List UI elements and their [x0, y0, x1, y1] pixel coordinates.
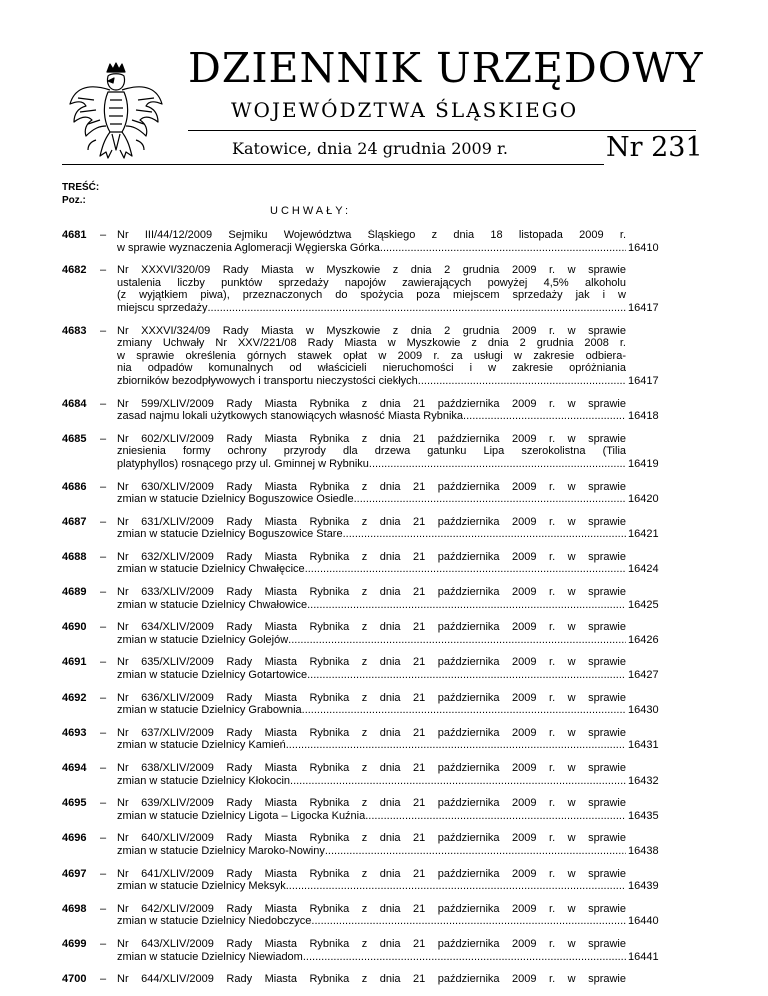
entry-line: zasad najmu lokali użytkowych stanowiących własność Miasta Rybnika	[117, 410, 464, 423]
entry-page-number: 16435	[628, 809, 659, 822]
dot-leader	[307, 599, 626, 612]
entry-line: zmian w statucie Dzielnicy Kamień	[117, 739, 286, 752]
entry-line-with-leader	[117, 739, 626, 752]
entry-page-number: 16420	[628, 493, 659, 506]
entry-page-number: 16438	[628, 844, 659, 857]
entry-page-number: 16410	[628, 241, 659, 254]
entry-text	[117, 868, 626, 893]
toc-entry	[62, 398, 708, 423]
dot-leader	[463, 410, 626, 423]
dot-leader	[354, 493, 626, 506]
entry-line: zmian w statucie Dzielnicy Niedobczyce	[117, 915, 312, 928]
entry-line: zniesienia formy ochrony przyrody dla drzewa gatunku Lipa szerokolistna (Tilia	[117, 445, 626, 458]
toc-entry	[62, 692, 708, 717]
entry-position-number: 4691	[62, 656, 87, 669]
journal-title: DZIENNIK URZĘDOWY	[188, 44, 704, 92]
entry-line-with-leader	[117, 880, 626, 893]
toc-entry	[62, 586, 708, 611]
entry-line-with-leader	[117, 528, 626, 541]
entry-line: zmian w statucie Dzielnicy Maroko-Nowiny	[117, 844, 325, 857]
entry-dash: –	[100, 832, 107, 845]
entry-page-number: 16440	[628, 915, 659, 928]
toc-entry	[62, 727, 708, 752]
entry-position-number: 4686	[62, 480, 87, 493]
entry-line-with-leader	[117, 242, 626, 255]
entry-line: miejscu sprzedaży	[117, 301, 208, 314]
entry-position-number: 4689	[62, 586, 87, 599]
entry-line-with-leader	[117, 704, 626, 717]
entry-line: Nr 632/XLIV/2009 Rady Miasta Rybnika z dnia 21 października 2009 r. w sprawie	[117, 550, 626, 563]
entry-line: Nr 636/XLIV/2009 Rady Miasta Rybnika z dnia 21 października 2009 r. w sprawie	[117, 691, 626, 704]
entry-line: zmian w statucie Dzielnicy Kłokocin	[117, 774, 291, 787]
entry-position-number: 4693	[62, 726, 87, 739]
entry-line: ustalenia liczby punktów sprzedaży napojów zawierających powyżej 4,5% alkoholu	[117, 276, 626, 289]
entry-text	[117, 264, 626, 314]
entry-text	[117, 938, 626, 963]
entry-page-number: 16430	[628, 704, 659, 717]
toc-entry	[62, 938, 708, 963]
entry-page-number: 16421	[628, 528, 659, 541]
entry-dash: –	[100, 691, 107, 704]
entry-page-number: 16419	[628, 457, 659, 470]
entry-line: zmian w statucie Dzielnicy Meksyk	[117, 880, 286, 893]
entry-text	[117, 727, 626, 752]
entry-line: Nr XXXVI/320/09 Rady Miasta w Myszkowie z dnia 2 grudnia 2009 r. w sprawie	[117, 264, 626, 277]
entry-position-number: 4696	[62, 832, 87, 845]
dot-leader	[325, 845, 626, 858]
entry-text	[117, 586, 626, 611]
entry-line: platyphyllos) rosnącego przy ul. Gminnej w Rybniku	[117, 457, 369, 470]
entry-line: Nr 634/XLIV/2009 Rady Miasta Rybnika z dnia 21 października 2009 r. w sprawie	[117, 621, 626, 634]
section-heading: UCHWAŁY:	[270, 205, 352, 217]
entry-page-number: 16417	[628, 301, 659, 314]
toc-label-contents: TREŚĆ:	[62, 182, 100, 193]
toc-entry	[62, 621, 708, 646]
toc-entry	[62, 832, 708, 857]
entry-line: zmian w statucie Dzielnicy Niewiadom	[117, 950, 303, 963]
entry-text	[117, 433, 626, 471]
toc-entry	[62, 868, 708, 893]
dot-leader	[288, 634, 626, 647]
entry-text	[117, 398, 626, 423]
entry-position-number: 4699	[62, 937, 87, 950]
entry-text	[117, 762, 626, 787]
entry-page-number: 16426	[628, 633, 659, 646]
entry-line: w sprawie określenia górnych stawek opłat w 2009 r. za usługi w zakresie odbiera-	[117, 349, 626, 362]
entry-line: nia odpadów komunalnych od właścicieli nieruchomości i w zakresie opróżniania	[117, 362, 626, 375]
entry-dash: –	[100, 797, 107, 810]
entry-text	[117, 973, 626, 986]
entry-line-with-leader	[117, 669, 626, 682]
toc-entry	[62, 973, 708, 986]
entry-text	[117, 692, 626, 717]
toc-entry	[62, 229, 708, 254]
issue-dateline: Katowice, dnia 24 grudnia 2009 r.	[232, 139, 508, 158]
dot-leader	[343, 528, 626, 541]
entry-line: Nr 599/XLIV/2009 Rady Miasta Rybnika z dnia 21 października 2009 r. w sprawie	[117, 397, 626, 410]
entry-line: Nr 638/XLIV/2009 Rady Miasta Rybnika z dnia 21 października 2009 r. w sprawie	[117, 762, 626, 774]
entry-dash: –	[100, 867, 107, 880]
toc-entry	[62, 325, 708, 388]
entry-text	[117, 903, 626, 928]
entry-line: zmian w statucie Dzielnicy Ligota – Ligocka Kuźnia	[117, 809, 366, 822]
entry-line: Nr XXXVI/324/09 Rady Miasta w Myszkowie z dnia 2 grudnia 2009 r. w sprawie	[117, 324, 626, 337]
entry-dash: –	[100, 480, 107, 493]
entry-line: Nr 640/XLIV/2009 Rady Miasta Rybnika z dnia 21 października 2009 r. w sprawie	[117, 832, 626, 845]
entry-dash: –	[100, 973, 107, 986]
entry-text	[117, 325, 626, 388]
entry-line-with-leader	[117, 493, 626, 506]
header-divider	[188, 130, 696, 131]
entry-position-number: 4688	[62, 550, 87, 563]
dot-leader	[311, 915, 626, 928]
entry-dash: –	[100, 432, 107, 445]
entry-line-with-leader	[117, 302, 626, 315]
entry-text	[117, 481, 626, 506]
entry-line-with-leader	[117, 951, 626, 964]
entry-line-with-leader	[117, 410, 626, 423]
entry-page-number: 16418	[628, 410, 659, 423]
entry-line-with-leader	[117, 563, 626, 576]
entry-line-with-leader	[117, 634, 626, 647]
entry-page-number: 16431	[628, 739, 659, 752]
entry-position-number: 4683	[62, 324, 87, 337]
entry-dash: –	[100, 726, 107, 739]
entry-dash: –	[100, 264, 107, 277]
entry-text	[117, 621, 626, 646]
entry-line-with-leader	[117, 775, 626, 788]
entry-line-with-leader	[117, 845, 626, 858]
entry-page-number: 16439	[628, 880, 659, 893]
entry-line: Nr 644/XLIV/2009 Rady Miasta Rybnika z dnia 21 października 2009 r. w sprawie	[117, 973, 626, 986]
entry-dash: –	[100, 397, 107, 410]
entry-position-number: 4685	[62, 432, 87, 445]
entry-line: Nr 641/XLIV/2009 Rady Miasta Rybnika z dnia 21 października 2009 r. w sprawie	[117, 867, 626, 880]
entry-line-with-leader	[117, 599, 626, 612]
entry-line: (z wyjątkiem piwa), przeznaczonych do spożycia poza miejscem sprzedaży jak i w	[117, 289, 626, 302]
toc-entry	[62, 762, 708, 787]
entry-text	[117, 656, 626, 681]
entry-line: zmian w statucie Dzielnicy Gotartowice	[117, 669, 308, 682]
toc-entry	[62, 797, 708, 822]
dot-leader	[365, 810, 626, 823]
dot-leader	[305, 563, 626, 576]
toc-entry	[62, 551, 708, 576]
dot-leader	[302, 704, 626, 717]
entry-position-number: 4687	[62, 515, 87, 528]
entry-line-with-leader	[117, 375, 626, 388]
entry-dash: –	[100, 656, 107, 669]
entry-line: zmian w statucie Dzielnicy Boguszowice Stare	[117, 528, 343, 541]
entry-position-number: 4690	[62, 621, 87, 634]
entry-line: Nr 637/XLIV/2009 Rady Miasta Rybnika z dnia 21 października 2009 r. w sprawie	[117, 726, 626, 739]
entry-text	[117, 551, 626, 576]
entry-dash: –	[100, 550, 107, 563]
dateline-divider	[62, 164, 604, 165]
entry-line: Nr 631/XLIV/2009 Rady Miasta Rybnika z dnia 21 października 2009 r. w sprawie	[117, 515, 626, 528]
dot-leader	[290, 775, 626, 788]
entry-text	[117, 229, 626, 254]
dot-leader	[286, 739, 626, 752]
entry-text	[117, 832, 626, 857]
entry-page-number: 16417	[628, 374, 659, 387]
toc-entry	[62, 481, 708, 506]
entry-position-number: 4700	[62, 973, 87, 986]
toc-entry	[62, 516, 708, 541]
entry-line: Nr III/44/12/2009 Sejmiku Województwa Śląskiego z dnia 18 listopada 2009 r.	[117, 229, 626, 241]
entry-line-with-leader	[117, 915, 626, 928]
entry-line: Nr 630/XLIV/2009 Rady Miasta Rybnika z dnia 21 października 2009 r. w sprawie	[117, 480, 626, 493]
entry-dash: –	[100, 324, 107, 337]
toc-entry	[62, 264, 708, 314]
entry-position-number: 4684	[62, 397, 87, 410]
entry-line-with-leader	[117, 810, 626, 823]
entry-position-number: 4697	[62, 867, 87, 880]
entry-position-number: 4694	[62, 762, 87, 774]
entry-line: w sprawie wyznaczenia Aglomeracji Węgierska Górka	[117, 241, 380, 254]
entry-dash: –	[100, 515, 107, 528]
entry-line: Nr 643/XLIV/2009 Rady Miasta Rybnika z dnia 21 października 2009 r. w sprawie	[117, 937, 626, 950]
toc-label-position: Poz.:	[62, 195, 86, 206]
entry-position-number: 4698	[62, 902, 87, 915]
entry-position-number: 4695	[62, 797, 87, 810]
issue-number: Nr 231	[606, 132, 703, 163]
dot-leader	[369, 458, 626, 471]
entry-page-number: 16427	[628, 669, 659, 682]
dot-leader	[380, 242, 626, 255]
entry-page-number: 16425	[628, 598, 659, 611]
entry-dash: –	[100, 621, 107, 634]
toc-label	[62, 181, 99, 207]
entry-text	[117, 797, 626, 822]
entry-page-number: 16441	[628, 950, 659, 963]
entry-page-number: 16432	[628, 774, 659, 787]
entry-line: zbiorników bezodpływowych i transportu nieczystości ciekłych	[117, 374, 418, 387]
dot-leader	[307, 669, 626, 682]
toc-entry	[62, 656, 708, 681]
entry-line: Nr 639/XLIV/2009 Rady Miasta Rybnika z dnia 21 października 2009 r. w sprawie	[117, 797, 626, 810]
entry-page-number: 16424	[628, 563, 659, 576]
entry-line: zmian w statucie Dzielnicy Grabownia	[117, 704, 302, 717]
toc-entries	[62, 229, 708, 996]
entry-dash: –	[100, 762, 107, 774]
entry-position-number: 4681	[62, 229, 87, 241]
entry-line: Nr 633/XLIV/2009 Rady Miasta Rybnika z dnia 21 października 2009 r. w sprawie	[117, 586, 626, 599]
entry-line: zmian w statucie Dzielnicy Chwałowice	[117, 598, 308, 611]
dot-leader	[303, 951, 626, 964]
dot-leader	[286, 880, 626, 893]
entry-line: zmian w statucie Dzielnicy Chwałęcice	[117, 563, 305, 576]
dot-leader	[418, 375, 626, 388]
entry-line-with-leader	[117, 458, 626, 471]
entry-dash: –	[100, 937, 107, 950]
entry-line: Nr 642/XLIV/2009 Rady Miasta Rybnika z dnia 21 października 2009 r. w sprawie	[117, 902, 626, 915]
eagle-emblem-icon	[66, 60, 166, 164]
journal-subtitle: WOJEWÓDZTWA ŚLĄSKIEGO	[231, 98, 579, 122]
entry-dash: –	[100, 586, 107, 599]
entry-line: zmiany Uchwały Nr XXV/221/08 Rady Miasta w Myszkowie z dnia 2 grudnia 2008 r.	[117, 337, 626, 350]
entry-text	[117, 516, 626, 541]
entry-position-number: 4682	[62, 264, 87, 277]
toc-entry	[62, 903, 708, 928]
toc-entry	[62, 433, 708, 471]
entry-line: Nr 635/XLIV/2009 Rady Miasta Rybnika z dnia 21 października 2009 r. w sprawie	[117, 656, 626, 669]
entry-dash: –	[100, 229, 107, 241]
entry-line: zmian w statucie Dzielnicy Golejów	[117, 633, 289, 646]
entry-position-number: 4692	[62, 691, 87, 704]
entry-dash: –	[100, 902, 107, 915]
dot-leader	[207, 302, 626, 315]
entry-line: Nr 602/XLIV/2009 Rady Miasta Rybnika z dnia 21 października 2009 r. w sprawie	[117, 432, 626, 445]
entry-line: zmian w statucie Dzielnicy Boguszowice Osiedle	[117, 493, 354, 506]
